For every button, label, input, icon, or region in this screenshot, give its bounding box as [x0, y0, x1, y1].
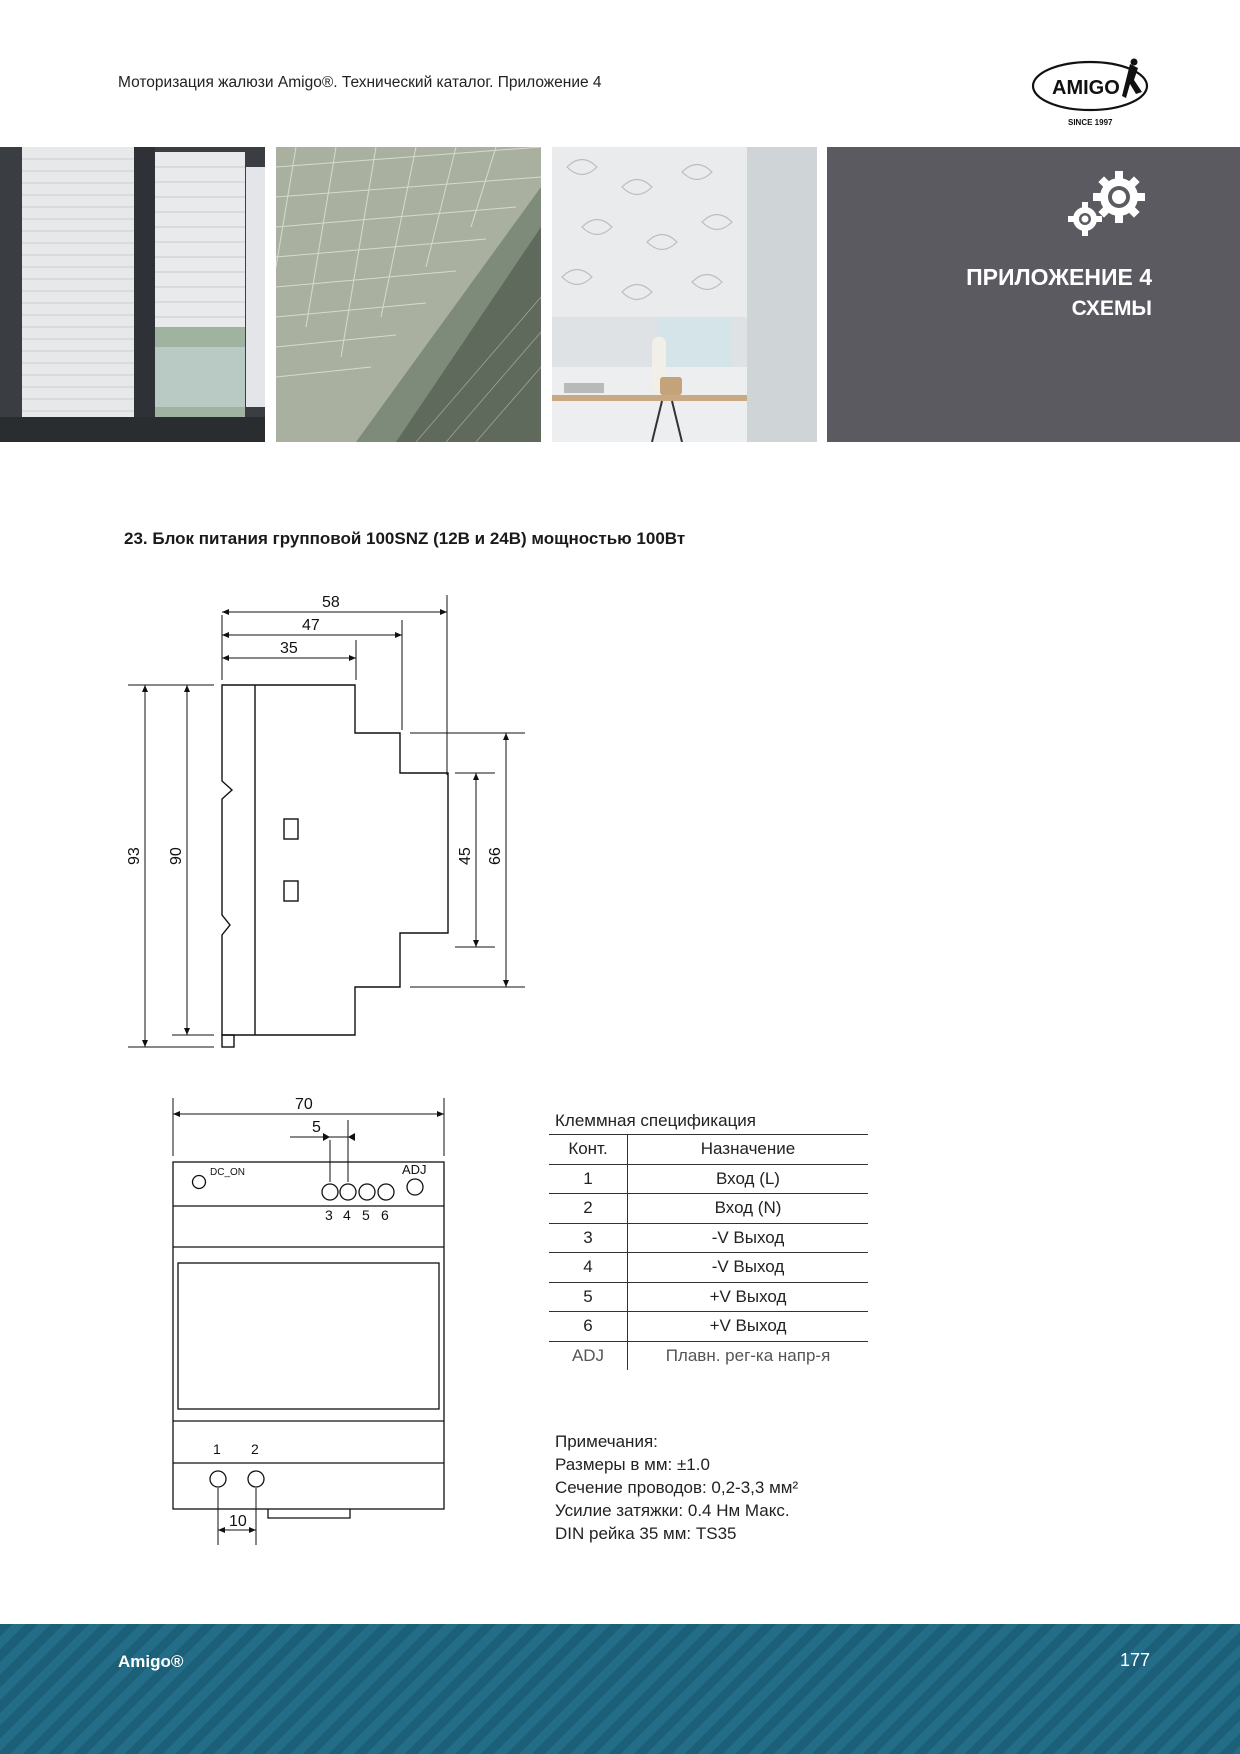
- dim-66-label: 66: [487, 847, 504, 865]
- cell-purpose: +V Выход: [628, 1312, 869, 1342]
- table-row: [549, 1253, 868, 1283]
- front-view-drawing: [150, 1090, 460, 1550]
- cell-contact: 5: [549, 1282, 628, 1312]
- section-title: 23. Блок питания групповой 100SNZ (12В и 24В) мощностью 100Вт: [124, 529, 686, 548]
- dim-47-label: 47: [302, 617, 320, 634]
- cell-contact: ADJ: [549, 1341, 628, 1370]
- dc-on-led: [193, 1176, 206, 1189]
- side-view-drawing: [110, 585, 540, 1055]
- terminal-spec-table: [549, 1134, 868, 1370]
- table-row: [549, 1312, 868, 1342]
- terminal-6-label: 6: [381, 1207, 389, 1223]
- terminal-3: [322, 1184, 338, 1200]
- terminal-1: [210, 1471, 226, 1487]
- note-line: DIN рейка 35 мм: TS35: [555, 1524, 737, 1543]
- cell-purpose: -V Выход: [628, 1223, 869, 1253]
- terminal-4-label: 4: [343, 1207, 351, 1223]
- cell-purpose: +V Выход: [628, 1282, 869, 1312]
- cell-contact: 6: [549, 1312, 628, 1342]
- table-row: [549, 1164, 868, 1194]
- device-side-outline: [222, 685, 448, 1035]
- terminal-4: [340, 1184, 356, 1200]
- terminal-5: [359, 1184, 375, 1200]
- logo-text: AMIGO: [1052, 77, 1120, 99]
- terminal-1-label: 1: [213, 1441, 221, 1457]
- cell-contact: 3: [549, 1223, 628, 1253]
- front-window: [178, 1263, 439, 1409]
- cell-purpose: Вход (L): [628, 1164, 869, 1194]
- cell-contact: 4: [549, 1253, 628, 1283]
- terminal-2-label: 2: [251, 1441, 259, 1457]
- table-row: [549, 1341, 868, 1370]
- dim-45-label: 45: [457, 847, 474, 865]
- appendix-title: ПРИЛОЖЕНИЕ 4: [966, 264, 1152, 290]
- logo-since: SINCE 1997: [1068, 118, 1113, 127]
- gears-icon: [1065, 167, 1155, 239]
- cell-purpose: Вход (N): [628, 1194, 869, 1224]
- header-contact: Конт.: [549, 1135, 628, 1165]
- dim-35-label: 35: [280, 640, 298, 657]
- header-banner: [0, 147, 1240, 442]
- photo-pleated-blinds: [0, 147, 265, 442]
- table-row: [549, 1194, 868, 1224]
- note-line: Усилие затяжки: 0.4 Нм Макс.: [555, 1501, 790, 1520]
- page-footer: [0, 1624, 1240, 1754]
- table-row: [549, 1223, 868, 1253]
- dim-90-label: 90: [168, 847, 185, 865]
- appendix-panel: [827, 147, 1240, 442]
- page-number: 177: [1119, 1650, 1150, 1670]
- terminal-3-label: 3: [325, 1207, 333, 1223]
- notes-title: Примечания:: [555, 1432, 658, 1451]
- catalog-header-title: Моторизация жалюзи Amigo®. Технический каталог. Приложение 4: [118, 74, 602, 91]
- footer-brand: Amigo®: [118, 1652, 184, 1671]
- note-line: Размеры в мм: ±1.0: [555, 1455, 710, 1474]
- dim-58-label: 58: [322, 594, 340, 611]
- terminal-5-label: 5: [362, 1207, 370, 1223]
- cell-contact: 2: [549, 1194, 628, 1224]
- table-header-row: [549, 1135, 868, 1165]
- cell-purpose: -V Выход: [628, 1253, 869, 1283]
- terminal-6: [378, 1184, 394, 1200]
- spec-caption: Клеммная спецификация: [555, 1111, 757, 1130]
- notes-block: [555, 1430, 798, 1545]
- note-line: Сечение проводов: 0,2-3,3 мм²: [555, 1478, 799, 1497]
- amigo-logo: [1030, 58, 1154, 130]
- dim-5-label: 5: [312, 1119, 321, 1136]
- led-label: DC_ON: [210, 1167, 246, 1178]
- header-purpose: Назначение: [628, 1135, 869, 1165]
- appendix-subtitle: СХЕМЫ: [1071, 297, 1152, 320]
- cell-contact: 1: [549, 1164, 628, 1194]
- dim-93-label: 93: [126, 847, 143, 865]
- adj-label: ADJ: [402, 1162, 427, 1177]
- table-row: [549, 1282, 868, 1312]
- adj-potentiometer: [407, 1179, 423, 1195]
- cell-purpose: Плавн. рег-ка напр-я: [665, 1345, 831, 1365]
- photo-floral-roller-blind: [552, 147, 817, 442]
- photo-fabric-mesh: [276, 147, 541, 442]
- terminal-2: [248, 1471, 264, 1487]
- dim-70-label: 70: [295, 1096, 313, 1113]
- dim-10-label: 10: [229, 1513, 247, 1530]
